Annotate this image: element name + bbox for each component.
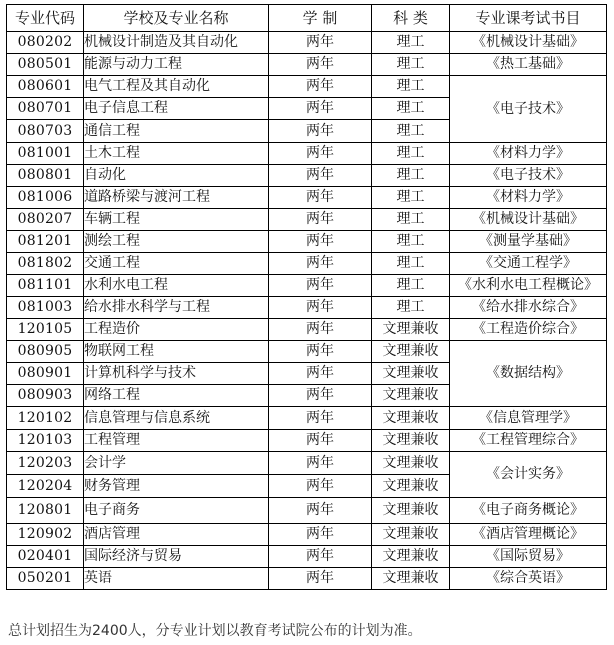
header-major-name: 学校及专业名称 [84, 5, 269, 32]
major-name-cell: 英语 [84, 568, 269, 590]
major-code-cell: 080801 [7, 165, 84, 187]
major-code-cell: 081802 [7, 253, 84, 275]
exam-subject-cell: 《电子商务概论》 [450, 498, 607, 524]
table-body [7, 32, 607, 590]
exam-subject-cell: 《材料力学》 [450, 187, 607, 209]
table-row [7, 275, 607, 297]
table-row [7, 54, 607, 76]
table-row [7, 452, 607, 475]
major-code-cell: 020401 [7, 546, 84, 568]
category-cell: 文理兼收 [372, 430, 450, 452]
duration-cell: 两年 [269, 524, 372, 546]
category-cell: 理工 [372, 231, 450, 253]
exam-subject-cell: 《机械设计基础》 [450, 32, 607, 54]
duration-cell: 两年 [269, 546, 372, 568]
header-category: 科 类 [372, 5, 450, 32]
category-cell: 文理兼收 [372, 452, 450, 475]
duration-cell: 两年 [269, 76, 372, 98]
major-code-cell: 081201 [7, 231, 84, 253]
duration-cell: 两年 [269, 120, 372, 143]
major-code-cell: 120105 [7, 319, 84, 341]
major-code-cell: 120203 [7, 452, 84, 475]
category-cell: 文理兼收 [372, 319, 450, 341]
table-row [7, 319, 607, 341]
table-row [7, 297, 607, 319]
table-row [7, 187, 607, 209]
major-name-cell: 电气工程及其自动化 [84, 76, 269, 98]
header-exam-subject: 专业课考试书目 [450, 5, 607, 32]
duration-cell: 两年 [269, 452, 372, 475]
duration-cell: 两年 [269, 341, 372, 363]
major-code-cell: 080601 [7, 76, 84, 98]
major-name-cell: 机械设计制造及其自动化 [84, 32, 269, 54]
exam-subject-cell: 《热工基础》 [450, 54, 607, 76]
major-code-cell: 080703 [7, 120, 84, 143]
duration-cell: 两年 [269, 407, 372, 430]
major-name-cell: 计算机科学与技术 [84, 363, 269, 385]
duration-cell: 两年 [269, 568, 372, 590]
category-cell: 理工 [372, 297, 450, 319]
category-cell: 理工 [372, 120, 450, 143]
duration-cell: 两年 [269, 98, 372, 120]
category-cell: 文理兼收 [372, 341, 450, 363]
major-code-cell: 080701 [7, 98, 84, 120]
exam-subject-cell: 《国际贸易》 [450, 546, 607, 568]
category-cell: 理工 [372, 165, 450, 187]
exam-subject-cell: 《酒店管理概论》 [450, 524, 607, 546]
category-cell: 理工 [372, 253, 450, 275]
duration-cell: 两年 [269, 475, 372, 498]
major-name-cell: 土木工程 [84, 143, 269, 165]
exam-subject-cell: 《给水排水综合》 [450, 297, 607, 319]
table-row [7, 253, 607, 275]
major-code-cell: 120103 [7, 430, 84, 452]
major-code-cell: 081001 [7, 143, 84, 165]
table-row [7, 430, 607, 452]
category-cell: 文理兼收 [372, 363, 450, 385]
category-cell: 文理兼收 [372, 568, 450, 590]
table-row [7, 143, 607, 165]
major-name-cell: 财务管理 [84, 475, 269, 498]
category-cell: 文理兼收 [372, 546, 450, 568]
table-row [7, 407, 607, 430]
major-code-cell: 081101 [7, 275, 84, 297]
major-name-cell: 酒店管理 [84, 524, 269, 546]
major-code-cell: 081003 [7, 297, 84, 319]
major-name-cell: 物联网工程 [84, 341, 269, 363]
duration-cell: 两年 [269, 231, 372, 253]
major-code-cell: 120902 [7, 524, 84, 546]
major-code-cell: 080905 [7, 341, 84, 363]
table-row [7, 32, 607, 54]
major-name-cell: 给水排水科学与工程 [84, 297, 269, 319]
major-name-cell: 通信工程 [84, 120, 269, 143]
exam-subject-cell: 《综合英语》 [450, 568, 607, 590]
major-name-cell: 工程管理 [84, 430, 269, 452]
major-code-cell: 120204 [7, 475, 84, 498]
duration-cell: 两年 [269, 385, 372, 407]
major-code-cell: 081006 [7, 187, 84, 209]
major-name-cell: 能源与动力工程 [84, 54, 269, 76]
category-cell: 理工 [372, 275, 450, 297]
category-cell: 理工 [372, 143, 450, 165]
duration-cell: 两年 [269, 32, 372, 54]
category-cell: 理工 [372, 54, 450, 76]
table-row [7, 568, 607, 590]
major-name-cell: 水利水电工程 [84, 275, 269, 297]
table-row [7, 498, 607, 524]
duration-cell: 两年 [269, 209, 372, 231]
category-cell: 文理兼收 [372, 385, 450, 407]
major-code-cell: 120102 [7, 407, 84, 430]
major-code-cell: 080501 [7, 54, 84, 76]
category-cell: 文理兼收 [372, 524, 450, 546]
major-name-cell: 交通工程 [84, 253, 269, 275]
duration-cell: 两年 [269, 275, 372, 297]
header-major-code: 专业代码 [7, 5, 84, 32]
major-name-cell: 电子信息工程 [84, 98, 269, 120]
exam-subject-cell: 《电子技术》 [450, 76, 607, 143]
duration-cell: 两年 [269, 430, 372, 452]
major-code-cell: 080207 [7, 209, 84, 231]
exam-subject-cell: 《机械设计基础》 [450, 209, 607, 231]
duration-cell: 两年 [269, 143, 372, 165]
exam-subject-cell: 《信息管理学》 [450, 407, 607, 430]
exam-subject-cell: 《工程造价综合》 [450, 319, 607, 341]
exam-subject-cell: 《工程管理综合》 [450, 430, 607, 452]
exam-subject-cell: 《材料力学》 [450, 143, 607, 165]
major-code-cell: 080903 [7, 385, 84, 407]
duration-cell: 两年 [269, 54, 372, 76]
header-duration: 学 制 [269, 5, 372, 32]
category-cell: 文理兼收 [372, 498, 450, 524]
table-row [7, 165, 607, 187]
table-row [7, 209, 607, 231]
table-row [7, 546, 607, 568]
duration-cell: 两年 [269, 363, 372, 385]
table-header-row [7, 5, 607, 32]
exam-subject-cell: 《会计实务》 [450, 452, 607, 498]
category-cell: 理工 [372, 76, 450, 98]
table-row [7, 341, 607, 363]
category-cell: 理工 [372, 98, 450, 120]
enrollment-table [6, 4, 607, 590]
major-name-cell: 网络工程 [84, 385, 269, 407]
table-row [7, 76, 607, 98]
major-name-cell: 电子商务 [84, 498, 269, 524]
category-cell: 理工 [372, 209, 450, 231]
major-name-cell: 车辆工程 [84, 209, 269, 231]
major-name-cell: 信息管理与信息系统 [84, 407, 269, 430]
exam-subject-cell: 《水利水电工程概论》 [450, 275, 607, 297]
exam-subject-cell: 《交通工程学》 [450, 253, 607, 275]
major-name-cell: 自动化 [84, 165, 269, 187]
major-code-cell: 080202 [7, 32, 84, 54]
major-name-cell: 国际经济与贸易 [84, 546, 269, 568]
exam-subject-cell: 《电子技术》 [450, 165, 607, 187]
footnote: 总计划招生为2400人，分专业计划以教育考试院公布的计划为准。 [8, 623, 422, 639]
duration-cell: 两年 [269, 319, 372, 341]
major-name-cell: 道路桥梁与渡河工程 [84, 187, 269, 209]
major-name-cell: 工程造价 [84, 319, 269, 341]
table-row [7, 524, 607, 546]
duration-cell: 两年 [269, 187, 372, 209]
major-code-cell: 120801 [7, 498, 84, 524]
exam-subject-cell: 《数据结构》 [450, 341, 607, 407]
category-cell: 文理兼收 [372, 475, 450, 498]
table-row [7, 231, 607, 253]
category-cell: 理工 [372, 32, 450, 54]
major-code-cell: 050201 [7, 568, 84, 590]
category-cell: 理工 [372, 187, 450, 209]
duration-cell: 两年 [269, 297, 372, 319]
category-cell: 文理兼收 [372, 407, 450, 430]
major-name-cell: 会计学 [84, 452, 269, 475]
duration-cell: 两年 [269, 253, 372, 275]
duration-cell: 两年 [269, 165, 372, 187]
major-name-cell: 测绘工程 [84, 231, 269, 253]
exam-subject-cell: 《测量学基础》 [450, 231, 607, 253]
major-code-cell: 080901 [7, 363, 84, 385]
duration-cell: 两年 [269, 498, 372, 524]
